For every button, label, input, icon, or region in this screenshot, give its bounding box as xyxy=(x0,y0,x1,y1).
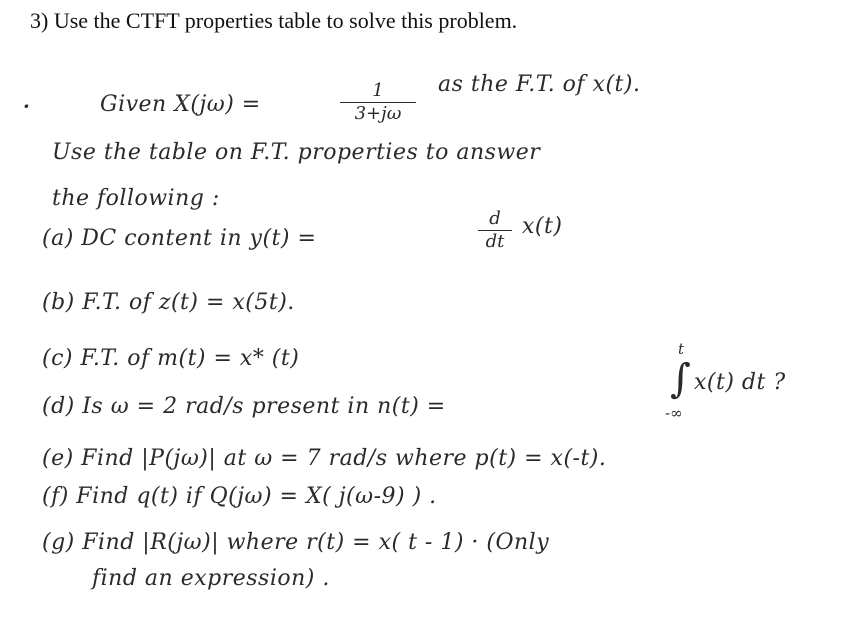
part-f: (f) Find q(t) if Q(jω) = X( j(ω-9) ) . xyxy=(42,484,437,509)
derivative-numerator: d xyxy=(489,208,501,229)
part-c: (c) F.T. of m(t) = x* (t) xyxy=(42,346,300,371)
integral-sign: ∫ xyxy=(670,356,691,402)
integral-upper-limit: t xyxy=(678,340,685,358)
derivative-fraction xyxy=(478,208,512,253)
given-fraction-numerator: 1 xyxy=(372,80,384,101)
given-fraction xyxy=(340,80,416,125)
intro-line-2: Use the table on F.T. properties to answer xyxy=(52,140,541,165)
intro-line-3: the following : xyxy=(52,186,220,211)
part-g: (g) Find |R(jω)| where r(t) = x( t - 1) · (Only xyxy=(42,530,550,555)
part-a: (a) DC content in y(t) = xyxy=(42,226,317,251)
given-fraction-denominator: 3+jω xyxy=(354,103,402,124)
part-a-tail: x(t) xyxy=(522,214,563,239)
part-g-continued: find an expression) . xyxy=(92,566,330,591)
derivative-denominator: dt xyxy=(485,231,505,252)
integral-lower-limit: -∞ xyxy=(665,404,683,422)
part-d-tail: x(t) dt ? xyxy=(694,370,786,395)
bullet: · xyxy=(22,90,32,123)
given-text: Given X(jω) = xyxy=(100,92,261,117)
part-d: (d) Is ω = 2 rad/s present in n(t) = xyxy=(42,394,446,419)
problem-title: 3) Use the CTFT properties table to solve this problem. xyxy=(30,8,518,33)
part-b: (b) F.T. of z(t) = x(5t). xyxy=(42,290,295,315)
part-e: (e) Find |P(jω)| at ω = 7 rad/s where p(t) = x(-t). xyxy=(42,446,607,471)
given-tail: as the F.T. of x(t). xyxy=(438,72,641,97)
